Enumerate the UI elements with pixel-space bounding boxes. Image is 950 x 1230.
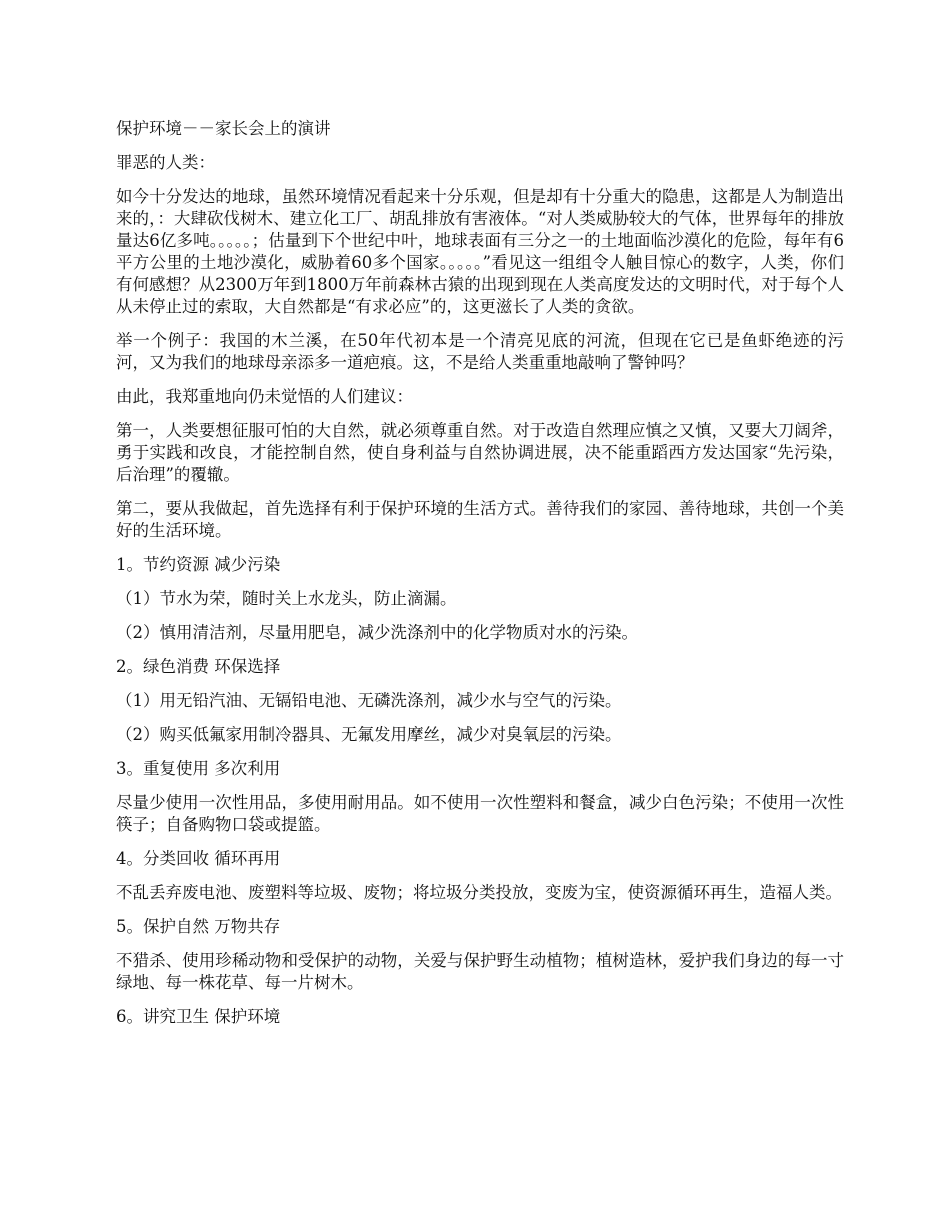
section-body-4: 不乱丢弃废电池、废塑料等垃圾、废物；将垃圾分类投放，变废为宝，使资源循环再生，造福人类。 [116, 883, 842, 902]
document-title: 保护环境－－家长会上的演讲 [116, 119, 331, 138]
section-heading-2: 2。绿色消费 环保选择 [116, 657, 281, 676]
list-item-1-1: （1）节水为荣，随时关上水龙头，防止滴漏。 [116, 589, 457, 608]
section-heading-6: 6。讲究卫生 保护环境 [116, 1007, 281, 1026]
paragraph-second-point: 第二，要从我做起，首先选择有利于保护环境的生活方式。善待我们的家园、善待地球，共创一个美好的生活环境。 [116, 499, 844, 540]
section-heading-5: 5。保护自然 万物共存 [116, 917, 281, 936]
section-heading-1: 1。节约资源 减少污染 [116, 555, 281, 574]
paragraph-intro: 如今十分发达的地球，虽然环境情况看起来十分乐观，但是却有十分重大的隐患，这都是人为制造出来的，：大肆砍伐树木、建立化工厂、胡乱排放有害液体。“对人类威胁较大的气体，世界每年的排放量达6亿多吨。。。。。；估量到下个世纪中叶，地球表面有三分之一的土地面临沙漠化的危险，每年有6平方公里的土地沙漠化，威胁着60多个国家。。。。。”看见这一组组令人触目惊心的数字，人类，你们有何感想？从2300万年到1800万年前森林古猿的出现到现在人类高度发达的文明时代，对于每个人从未停止过的索取，大自然都是“有求必应”的，这更滋长了人类的贪欲。 [116, 187, 844, 316]
section-body-3: 尽量少使用一次性用品，多使用耐用品。如不使用一次性塑料和餐盒，减少白色污染；不使用一次性筷子；自备购物口袋或提篮。 [116, 793, 844, 834]
section-heading-4: 4。分类回收 循环再用 [116, 849, 281, 868]
list-item-1-2: （2）慎用清洁剂，尽量用肥皂，减少洗涤剂中的化学物质对水的污染。 [116, 623, 638, 642]
paragraph-example: 举一个例子：我国的木兰溪，在50年代初本是一个清亮见底的河流，但现在它已是鱼虾绝迹的污河，又为我们的地球母亲添多一道疤痕。这，不是给人类重重地敲响了警钟吗？ [116, 331, 844, 372]
section-body-5: 不猎杀、使用珍稀动物和受保护的动物，关爱与保护野生动植物；植树造林，爱护我们身边的每一寸绿地、每一株花草、每一片树木。 [116, 951, 844, 992]
paragraph-proposal: 由此，我郑重地向仍未觉悟的人们建议： [116, 387, 413, 406]
section-heading-3: 3。重复使用 多次利用 [116, 759, 281, 778]
salutation: 罪恶的人类： [116, 153, 215, 172]
list-item-2-1: （1）用无铅汽油、无镉铅电池、无磷洗涤剂，减少水与空气的污染。 [116, 691, 622, 710]
paragraph-first-point: 第一，人类要想征服可怕的大自然，就必须尊重自然。对于改造自然理应慎之又慎，又要大刀阔斧，勇于实践和改良，才能控制自然，使自身利益与自然协调进展，决不能重蹈西方发达国家“先污染，后治理”的覆辙。 [116, 421, 844, 484]
list-item-2-2: （2）购买低氟家用制冷器具、无氟发用摩丝，减少对臭氧层的污染。 [116, 725, 622, 744]
document-body [116, 118, 844, 1040]
